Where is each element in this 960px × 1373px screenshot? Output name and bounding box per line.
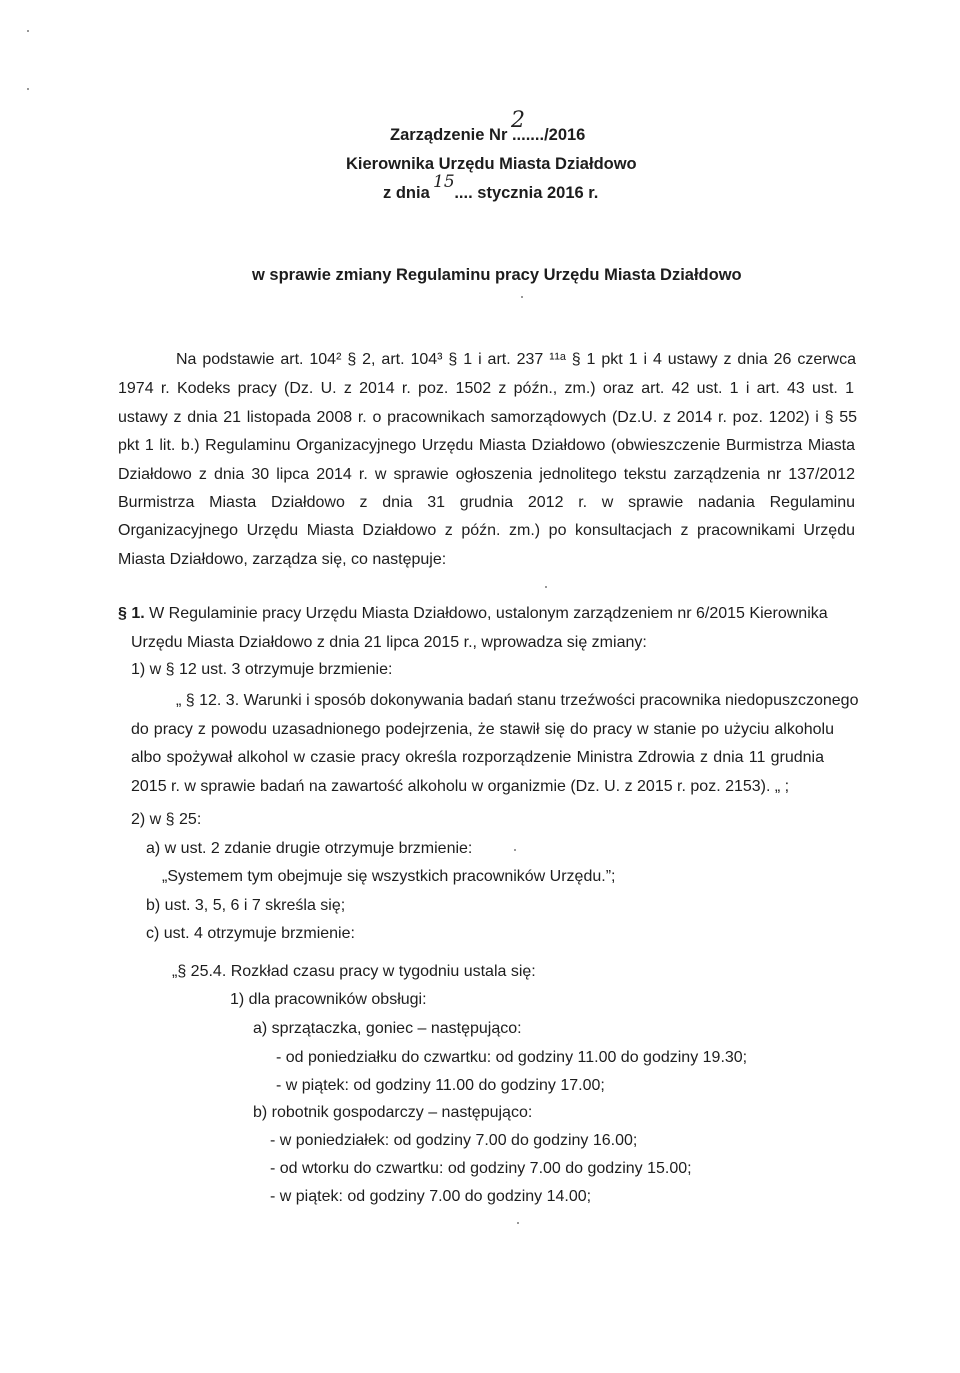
scan-speck <box>27 88 29 90</box>
preamble-line: Organizacyjnego Urzędu Miasta Działdowo z późn. zm.) po konsultacjach z pracownikami Urzędu <box>118 522 855 539</box>
quote-line: „ § 12. 3. Warunki i sposób dokonywania badań stanu trzeźwości pracownika niedopuszczonego <box>176 692 859 709</box>
section-mark: § 1. <box>118 605 145 622</box>
list-item: c) ust. 4 otrzymuje brzmienie: <box>146 925 355 942</box>
preamble-line: Na podstawie art. 104² § 2, art. 104³ § 1 i art. 237 ¹¹ᵃ § 1 pkt 1 i 4 ustawy z dnia 26 czerwca <box>176 351 856 368</box>
scan-speck <box>545 586 547 588</box>
list-item: - od wtorku do czwartku: od godziny 7.00 do godziny 15.00; <box>270 1160 692 1177</box>
list-item: b) ust. 3, 5, 6 i 7 skreśla się; <box>146 897 346 914</box>
quote-line: „Systemem tym obejmuje się wszystkich pracowników Urzędu.”; <box>162 868 616 885</box>
issuer-line: Kierownika Urzędu Miasta Działdowo <box>346 155 637 173</box>
handwritten-number: 2 <box>511 108 525 133</box>
date-line: z dnia .... stycznia 2016 r. <box>383 184 599 202</box>
list-item: 1) w § 12 ust. 3 otrzymuje brzmienie: <box>131 661 393 678</box>
scan-speck <box>514 849 516 851</box>
handwritten-day: 15 <box>433 172 455 192</box>
list-item: a) sprzątaczka, goniec – następująco: <box>253 1020 522 1037</box>
list-item: a) w ust. 2 zdanie drugie otrzymuje brzmienie: <box>146 840 473 857</box>
list-item: - od poniedziałku do czwartku: od godziny 11.00 do godziny 19.30; <box>276 1049 748 1066</box>
list-item: - w piątek: od godziny 7.00 do godziny 14.00; <box>270 1188 592 1205</box>
quote-line: do pracy z powodu uzasadnionego podejrzenia, że stawił się do pracy w stanie po użyciu alkoholu <box>131 721 834 738</box>
scan-speck <box>517 1222 519 1224</box>
quote-line: albo spożywał alkohol w czasie pracy określa rozporządzenie Ministra Zdrowia z dnia 11 grudnia <box>131 749 824 766</box>
list-item: b) robotnik gospodarczy – następująco: <box>253 1104 533 1121</box>
list-item: - w poniedziałek: od godziny 7.00 do godziny 16.00; <box>270 1132 638 1149</box>
preamble-line: 1974 r. Kodeks pracy (Dz. U. z 2014 r. poz. 1502 z późn., zm.) oraz art. 42 ust. 1 i art. 43 ust. 1 <box>118 380 854 397</box>
preamble-line: Miasta Działdowo, zarządza się, co następuje: <box>118 551 447 568</box>
quote-line: 2015 r. w sprawie badań na zawartość alkoholu w organizmie (Dz. U. z 2015 r. poz. 2153). „ ; <box>131 778 790 795</box>
section-1-line: Urzędu Miasta Działdowo z dnia 21 lipca 2015 r., wprowadza się zmiany: <box>131 634 647 651</box>
list-item: 2) w § 25: <box>131 811 202 828</box>
document-title: w sprawie zmiany Regulaminu pracy Urzędu Miasta Działdowo <box>252 266 742 284</box>
scan-speck <box>521 296 523 298</box>
list-item: - w piątek: od godziny 11.00 do godziny 17.00; <box>276 1077 605 1094</box>
preamble-line: pkt 1 lit. b.) Regulaminu Organizacyjnego Urzędu Miasta Działdowo (obwieszczenie Burmistrza Miasta <box>118 437 855 454</box>
quote-line: „§ 25.4. Rozkład czasu pracy w tygodniu ustala się: <box>172 963 536 980</box>
scan-speck <box>27 30 29 32</box>
list-item: 1) dla pracowników obsługi: <box>230 991 427 1008</box>
section-1-intro: § 1. W Regulaminie pracy Urzędu Miasta Działdowo, ustalonym zarządzeniem nr 6/2015 Kierownika <box>118 605 828 622</box>
preamble-line: Burmistrza Miasta Działdowo z dnia 31 grudnia 2012 r. w sprawie nadania Regulaminu <box>118 494 855 511</box>
preamble-line: ustawy z dnia 21 listopada 2008 r. o pracownikach samorządowych (Dz.U. z 2014 r. poz. 1202) i § 55 <box>118 409 857 426</box>
preamble-line: Działdowo z dnia 30 lipca 2014 r. w sprawie ogłoszenia jednolitego tekstu zarządzenia nr 137/2012 <box>118 466 855 483</box>
document-number: Zarządzenie Nr ......./2016 <box>390 126 586 144</box>
